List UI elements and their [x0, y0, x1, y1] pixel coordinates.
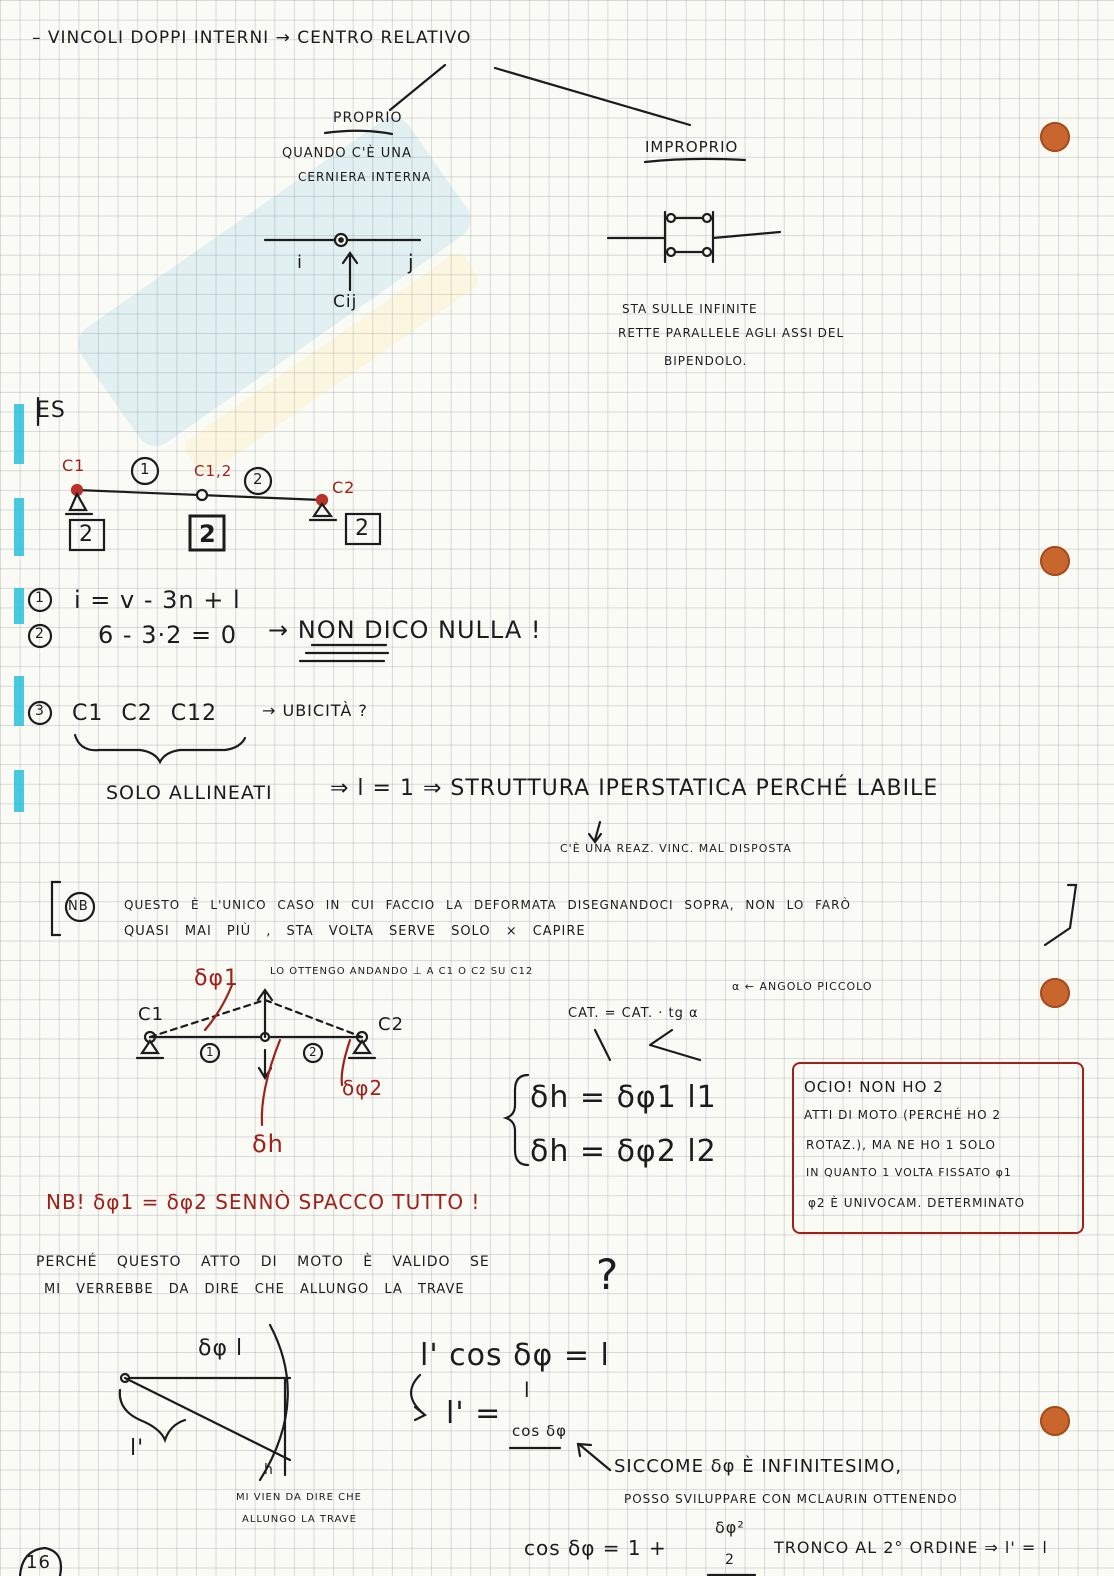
final-equation-den: 2: [725, 1552, 735, 1568]
es-c1: C1: [62, 456, 86, 475]
proprio-right-label: j: [408, 250, 415, 274]
proprio-desc-2: CERNIERA INTERNA: [298, 170, 432, 184]
nb1-line-1: QUESTO È L'UNICO CASO IN CUI FACCIO LA DEFORMATA DISEGNANDOCI SOPRA, NON LO FARÒ: [124, 898, 851, 912]
dphi-l-label: δφ l: [198, 1336, 244, 1361]
ocio-line-1: OCIO! NON HO 2: [804, 1078, 944, 1096]
dh-label: δh: [252, 1130, 284, 1158]
improprio-desc-2: RETTE PARALLELE AGLI ASSI DEL: [618, 326, 845, 340]
title-line: – VINCOLI DOPPI INTERNI → CENTRO RELATIVO: [32, 28, 472, 48]
why-equation-b-num: l: [524, 1378, 531, 1402]
es-box-2: 2: [199, 520, 217, 548]
es-box-3: 2: [355, 516, 370, 541]
caption-line-1: MI VIEN DA DIRE CHE: [236, 1492, 362, 1503]
why-equation-b-lhs: l' =: [446, 1396, 502, 1431]
es-c12: C1,2: [194, 462, 233, 480]
es-c2: C2: [332, 478, 356, 497]
equation-1: δh = δφ1 l1: [530, 1080, 717, 1115]
aligned-text: SOLO ALLINEATI: [106, 782, 273, 804]
deformed-c2: C2: [378, 1014, 405, 1035]
nb1-label: NB: [68, 899, 89, 914]
nb1-line-2: QUASI MAI PIÙ , STA VOLTA SERVE SOLO × CAPIRE: [124, 924, 586, 939]
why-question: ?: [596, 1250, 620, 1299]
dphi1-label: δφ1: [194, 966, 239, 991]
proprio-center-label: Cij: [333, 292, 358, 312]
final-equation-tail: TRONCO AL 2° ORDINE ⇒ l' = l: [774, 1538, 1048, 1557]
es-box-1: 2: [79, 522, 94, 547]
deformed-beam-2: 2: [309, 1045, 318, 1059]
why-equation-a: l' cos δφ = l: [420, 1338, 610, 1373]
deformed-beam-1: 1: [206, 1045, 215, 1059]
improprio-label: IMPROPRIO: [645, 138, 739, 156]
caption-line-2: ALLUNGO LA TRAVE: [242, 1514, 357, 1525]
h-label: h: [264, 1462, 274, 1478]
proprio-desc-1: QUANDO C'È UNA: [282, 146, 412, 161]
step-2-result: → NON DICO NULLA !: [268, 616, 542, 644]
improprio-desc-1: STA SULLE INFINITE: [622, 302, 758, 316]
step-1-number: 1: [35, 590, 45, 606]
dphi2-label: δφ2: [342, 1076, 384, 1100]
es-label: ES: [36, 398, 66, 423]
proprio-label: PROPRIO: [333, 110, 403, 126]
ocio-line-3: ROTAZ.), MA NE HO 1 SOLO: [806, 1138, 996, 1152]
l-prime-label: l': [130, 1436, 145, 1461]
small-angle-note: α ← ANGOLO PICCOLO: [732, 980, 873, 993]
ocio-line-5: φ2 È UNIVOCAM. DETERMINATO: [808, 1196, 1026, 1210]
step-3-number: 3: [35, 703, 45, 719]
step-2-formula: 6 - 3·2 = 0: [98, 621, 237, 649]
page-number: 16: [26, 1552, 51, 1573]
final-equation-lhs: cos δφ = 1 +: [524, 1536, 667, 1560]
why-equation-b-den: cos δφ: [512, 1422, 568, 1440]
ocio-line-2: ATTI DI MOTO (PERCHÉ HO 2: [804, 1108, 1002, 1122]
reaction-note: C'È UNA REAZ. VINC. MAL DISPOSTA: [560, 842, 792, 855]
step-3-question: → UBICITÀ ?: [262, 701, 368, 720]
why-note-2: POSSO SVILUPPARE CON MCLAURIN OTTENENDO: [624, 1492, 958, 1506]
step-1-formula: i = v - 3n + l: [74, 586, 241, 614]
es-beam-2: 2: [253, 470, 264, 488]
why-note-1: SICCOME δφ È INFINITESIMO,: [614, 1456, 903, 1477]
aligned-result: ⇒ l = 1 ⇒ STRUTTURA IPERSTATICA PERCHÉ LABILE: [330, 776, 939, 801]
why-line-2: MI VERREBBE DA DIRE CHE ALLUNGO LA TRAVE: [44, 1282, 465, 1297]
why-line-1: PERCHÉ QUESTO ATTO DI MOTO È VALIDO SE: [36, 1254, 490, 1270]
tan-note: CAT. = CAT. · tg α: [568, 1006, 699, 1021]
equation-2: δh = δφ2 l2: [530, 1134, 717, 1169]
proprio-left-label: i: [297, 252, 304, 273]
perp-note: LO OTTENGO ANDANDO ⊥ A C1 O C2 SU C12: [270, 966, 534, 977]
es-beam-1: 1: [140, 460, 151, 478]
ocio-line-4: IN QUANTO 1 VOLTA FISSATO φ1: [806, 1166, 1012, 1179]
nb2-note: NB! δφ1 = δφ2 SENNÒ SPACCO TUTTO !: [46, 1190, 481, 1214]
step-3-items: C1 C2 C12: [72, 701, 218, 726]
deformed-c1: C1: [138, 1004, 165, 1025]
step-2-number: 2: [35, 626, 45, 642]
final-equation-num: δφ²: [715, 1518, 745, 1537]
improprio-desc-3: BIPENDOLO.: [664, 354, 748, 368]
